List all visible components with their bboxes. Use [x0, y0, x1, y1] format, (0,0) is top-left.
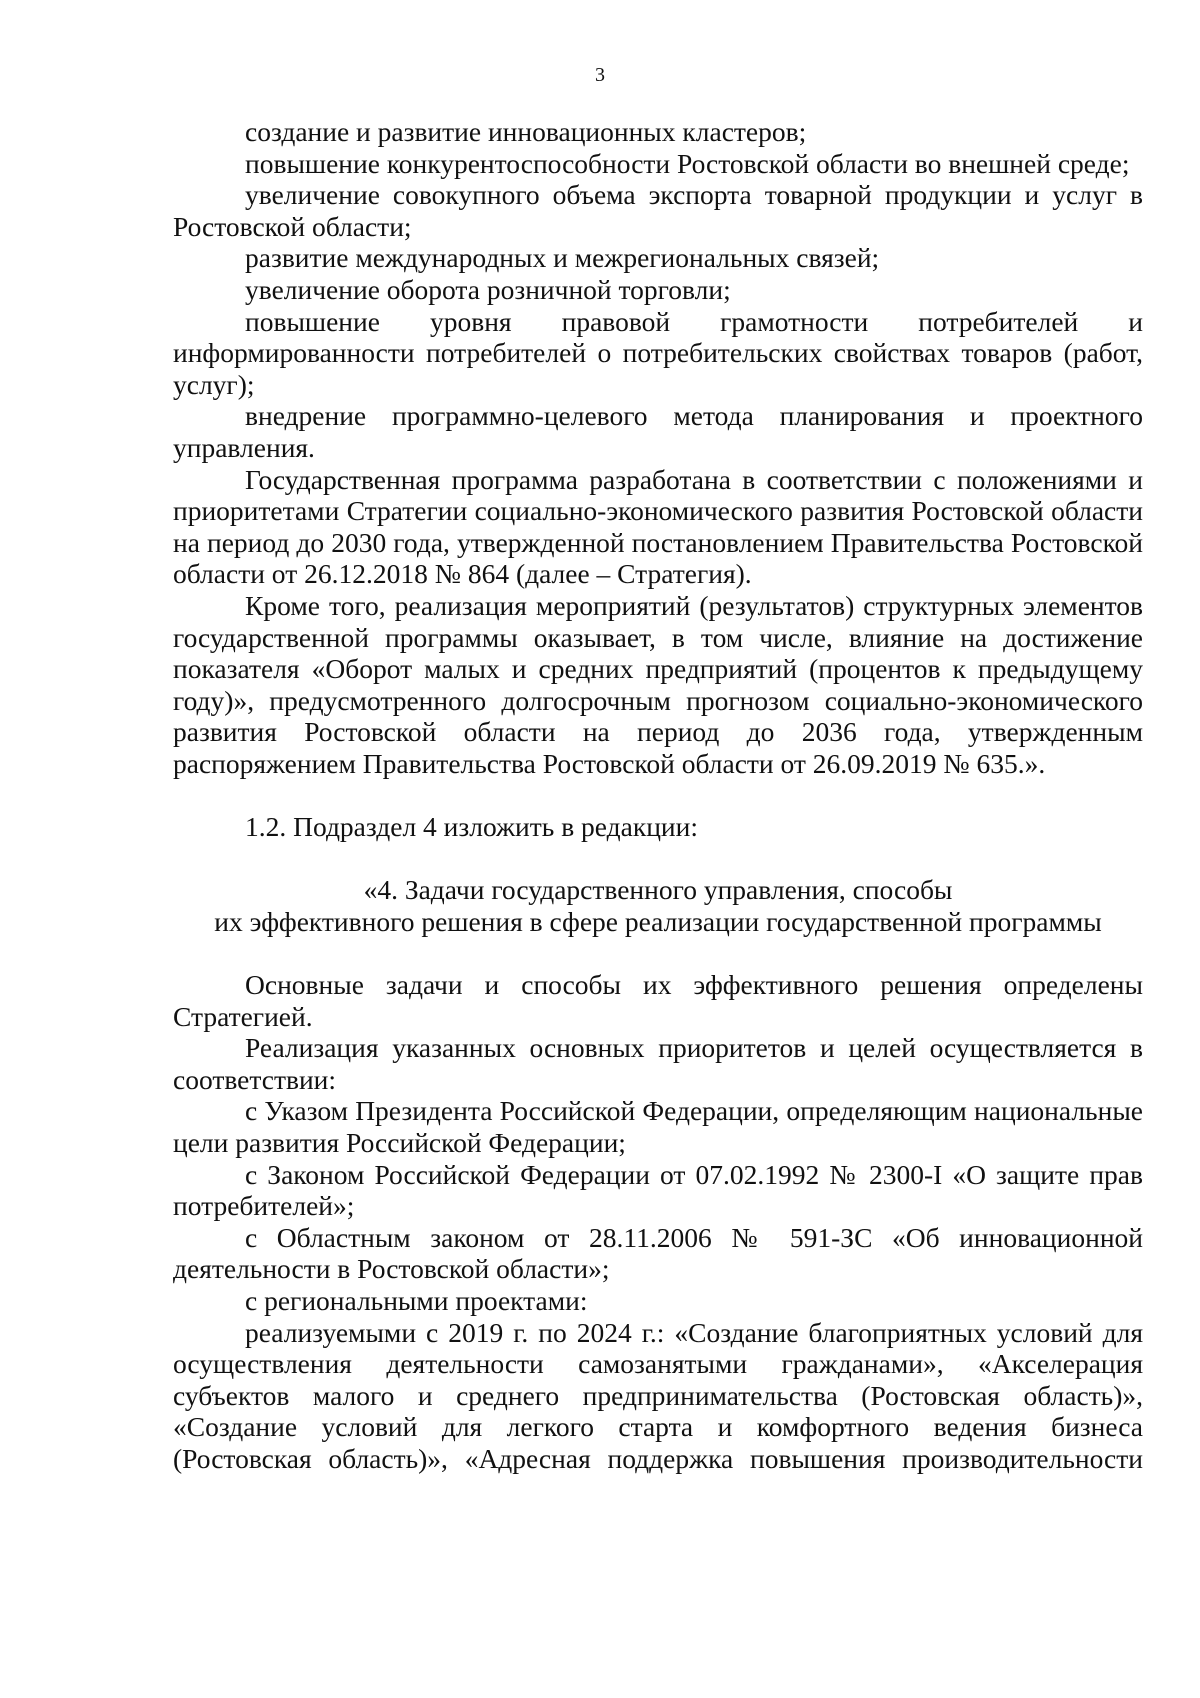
paragraph: реализуемыми с 2019 г. по 2024 г.: «Создание благоприятных условий для осуществления деятельности самозанятыми гражданами», «Акселерация субъектов малого и среднего предпринимательства (Ростовская область)», «Создание условий для легкого старта и комфортного ведения бизнеса (Ростовская область)», «Адресная поддержка повышения производительности: [173, 1316, 1143, 1474]
paragraph: развитие международных и межрегиональных связей;: [245, 242, 880, 274]
paragraph: создание и развитие инновационных кластеров;: [245, 116, 807, 147]
spacer: [173, 843, 1143, 875]
spacer: [173, 937, 1143, 969]
paragraph: с Указом Президента Российской Федерации, определяющим национальные цели развития Российской Федерации;: [173, 1095, 1143, 1158]
paragraph: внедрение программно-целевого метода планирования и проектного управления.: [173, 400, 1143, 463]
paragraph: Государственная программа разработана в соответствии с положениями и приоритетами Стратегии социально-экономического развития Ростовской области на период до 2030 года, утвержденной постановлением Правительства Ростовской области от 26.12.2018 № 864 (далее – Стратегия).: [173, 463, 1143, 590]
paragraph: увеличение совокупного объема экспорта товарной продукции и услуг в Ростовской области;: [173, 179, 1143, 242]
section-heading-line-1: «4. Задачи государственного управления, способы: [363, 874, 953, 906]
paragraph: с Законом Российской Федерации от 07.02.1992 № 2300-I «О защите прав потребителей»;: [173, 1158, 1143, 1222]
paragraph: с Областным законом от 28.11.2006 № 591-ЗС «Об инновационной деятельности в Ростовской области»;: [173, 1221, 1143, 1285]
document-body: [173, 116, 1143, 1475]
paragraph: увеличение оборота розничной торговли;: [245, 273, 731, 305]
amendment-line: 1.2. Подраздел 4 изложить в редакции:: [245, 811, 698, 843]
spacer: [173, 779, 1143, 811]
paragraph: повышение конкурентоспособности Ростовской области во внешней среде;: [245, 147, 1130, 179]
page-number: 3: [595, 64, 605, 86]
paragraph: Реализация указанных основных приоритетов и целей осуществляется в соответствии:: [173, 1032, 1143, 1095]
paragraph: Кроме того, реализация мероприятий (результатов) структурных элементов государственной программы оказывает, в том числе, влияние на достижение показателя «Оборот малых и средних предприятий (процентов к предыдущему году)», предусмотренного долгосрочным прогнозом социально-экономического развития Ростовской области на период до 2036 года, утвержденным распоряжением Правительства Ростовской области от 26.09.2019 № 635.».: [173, 589, 1143, 779]
paragraph: с региональными проектами:: [245, 1284, 588, 1316]
paragraph: повышение уровня правовой грамотности потребителей и информированности потребителей о потребительских свойствах товаров (работ, услуг);: [173, 305, 1143, 400]
paragraph: Основные задачи и способы их эффективного решения определены Стратегией.: [173, 969, 1143, 1032]
section-heading-line-2: их эффективного решения в сфере реализации государственной программы: [214, 905, 1102, 937]
